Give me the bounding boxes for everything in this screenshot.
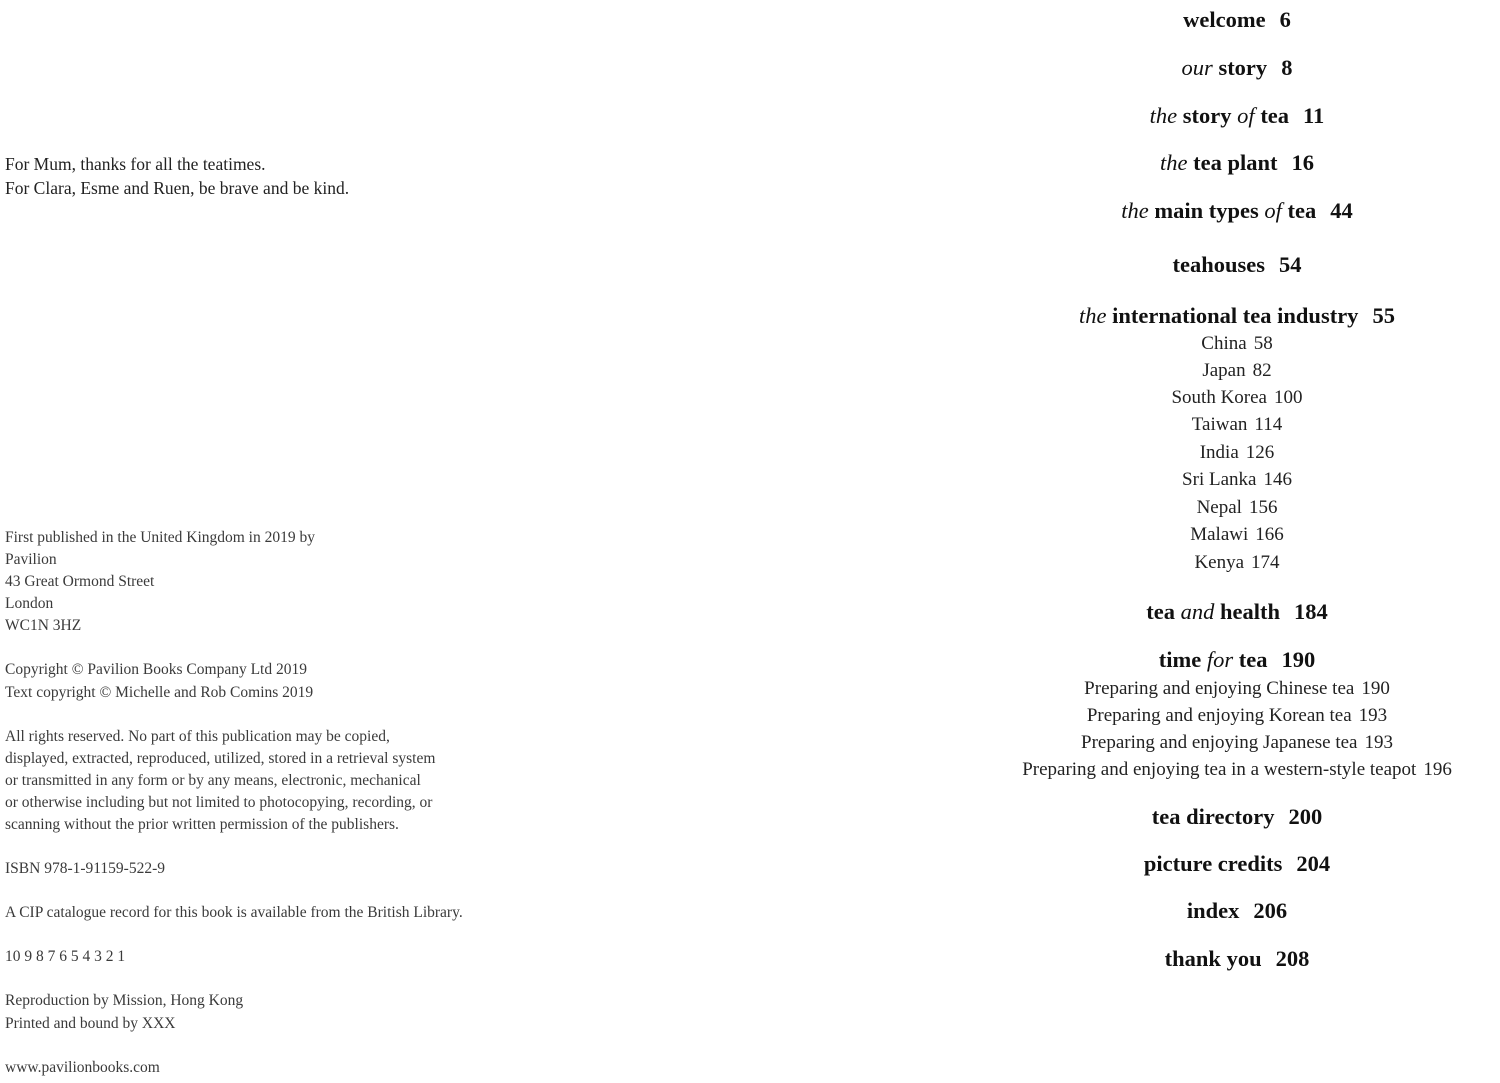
toc-heading-directory	[975, 802, 1499, 832]
toc-heading-teahouses	[975, 250, 1499, 280]
toc-heading-thanks	[975, 944, 1499, 974]
toc-subentry	[975, 495, 1499, 521]
toc-page-number: 208	[1275, 946, 1310, 971]
toc-page-number: 54	[1279, 252, 1302, 277]
toc-subentry	[975, 385, 1499, 411]
toc-page-number: 204	[1296, 851, 1331, 876]
toc-page-number: 100	[1274, 387, 1303, 408]
toc-subentry-label: Kenya	[1194, 552, 1245, 573]
publisher-line: First published in the United Kingdom in 2019 by	[5, 529, 315, 546]
toc-page-number: 184	[1294, 599, 1328, 624]
rights-line: or otherwise including but not limited to photocopying, recording, or	[5, 793, 433, 811]
toc-page-number: 16	[1291, 150, 1314, 175]
toc-subentry-label: China	[1201, 333, 1247, 354]
isbn: ISBN 978-1-91159-522-9	[5, 860, 166, 878]
toc-page-number: 206	[1253, 898, 1288, 923]
toc-heading-our-story	[975, 53, 1499, 83]
toc-subentry-label: India	[1199, 442, 1239, 463]
toc-page-number: 166	[1255, 524, 1284, 545]
toc-heading-text: the	[1079, 303, 1107, 328]
toc-subentry-label: Preparing and enjoying Korean tea	[1086, 705, 1352, 726]
toc-heading-text: of	[1237, 103, 1255, 128]
copyright-line: Copyright © Pavilion Books Company Ltd 2019	[5, 661, 307, 679]
toc-page-number: 146	[1263, 469, 1292, 490]
toc-page-number: 190	[1361, 678, 1390, 699]
toc-heading-industry	[975, 301, 1499, 331]
toc-subentry	[975, 522, 1499, 548]
toc-subentry-label: Sri Lanka	[1182, 469, 1257, 490]
toc-heading-text: the	[1121, 198, 1149, 223]
toc-subentry-label: Preparing and enjoying Japanese tea	[1081, 732, 1358, 753]
production-line: Printed and bound by XXX	[5, 1014, 176, 1032]
toc-heading-text: story	[1212, 55, 1268, 80]
toc-heading-text: and	[1180, 599, 1215, 624]
toc-heading-tea-plant	[975, 148, 1499, 178]
rights-line: or transmitted in any form or by any means, electronic, mechanical	[5, 771, 421, 789]
toc-page-number: 8	[1281, 55, 1293, 80]
toc-page-number: 196	[1423, 759, 1452, 780]
toc-page-number: 82	[1252, 360, 1272, 381]
toc-page-number: 190	[1281, 647, 1316, 672]
toc-subentry	[975, 703, 1499, 729]
toc-heading-text: tea	[1233, 647, 1268, 672]
toc-heading-text: picture credits	[1143, 851, 1283, 876]
toc-page-number: 174	[1251, 552, 1280, 573]
toc-heading-text: the	[1160, 150, 1188, 175]
toc-page-number: 44	[1330, 198, 1353, 223]
toc-subentry	[975, 331, 1499, 357]
toc-heading-time-for-tea	[975, 645, 1499, 675]
toc-subentry-label: Preparing and enjoying tea in a western-style teapot	[1022, 759, 1417, 780]
toc-page-number: 114	[1254, 414, 1283, 435]
toc-heading-text: welcome	[1183, 7, 1266, 32]
toc-heading-text: index	[1186, 898, 1240, 923]
toc-heading-text: international tea industry	[1106, 303, 1359, 328]
dedication	[5, 152, 349, 200]
toc-page-number: 193	[1364, 732, 1393, 753]
printing-line: 10 9 8 7 6 5 4 3 2 1	[5, 948, 126, 966]
production-line: Reproduction by Mission, Hong Kong	[5, 992, 244, 1010]
toc-page-number: 126	[1245, 442, 1275, 463]
publisher-line: WC1N 3HZ	[5, 617, 82, 635]
toc-subentry-label: Preparing and enjoying Chinese tea	[1084, 678, 1355, 699]
toc-subentry	[975, 412, 1499, 438]
publisher-line: Pavilion	[5, 551, 57, 569]
toc-heading-health	[975, 597, 1499, 627]
toc-subentry	[975, 757, 1499, 783]
toc-heading-text: tea	[1254, 103, 1290, 128]
toc-heading-text: our	[1181, 55, 1213, 80]
toc-heading-text: for	[1206, 647, 1234, 672]
rights-line: All rights reserved. No part of this publication may be copied,	[5, 727, 390, 745]
toc-subentry-label: Nepal	[1196, 497, 1242, 518]
cip-notice: A CIP catalogue record for this book is available from the British Library.	[5, 904, 463, 922]
toc-heading-text: thank you	[1164, 946, 1262, 971]
toc-subentry-label: South Korea	[1171, 387, 1267, 408]
toc-heading-main-types	[975, 196, 1499, 226]
toc-heading-text: tea plant	[1187, 150, 1278, 175]
toc-page-number: 11	[1303, 103, 1325, 128]
toc-subentry-label: Japan	[1202, 360, 1246, 381]
publisher-line: 43 Great Ormond Street	[5, 573, 155, 591]
toc-heading-text: tea	[1281, 198, 1317, 223]
dedication-line: For Mum, thanks for all the teatimes.	[5, 154, 266, 174]
toc-heading-text: main types	[1148, 198, 1265, 223]
toc-page-number: 156	[1248, 497, 1278, 518]
toc-heading-text: teahouses	[1172, 252, 1265, 277]
toc-subentry	[975, 467, 1499, 493]
copyright-line: Text copyright © Michelle and Rob Comins 2019	[5, 683, 314, 701]
rights-line: scanning without the prior written permission of the publishers.	[5, 816, 399, 834]
toc-heading-welcome	[975, 5, 1499, 35]
rights-line: displayed, extracted, reproduced, utilized, stored in a retrieval system	[5, 749, 436, 767]
toc-subentry	[975, 440, 1499, 466]
toc-page-number: 58	[1253, 333, 1273, 354]
dedication-line: For Clara, Esme and Ruen, be brave and be kind.	[5, 178, 350, 198]
toc-subentry	[975, 676, 1499, 702]
toc-page-number: 55	[1372, 303, 1395, 328]
toc-subentry-label: Malawi	[1190, 524, 1249, 545]
imprint	[5, 527, 463, 1079]
toc-subentry-label: Taiwan	[1191, 414, 1248, 435]
toc-heading-story-of-tea	[975, 101, 1499, 131]
toc-heading-index	[975, 896, 1499, 926]
toc-heading-text: time	[1158, 647, 1207, 672]
toc-page-number: 6	[1279, 7, 1291, 32]
toc-subentry	[975, 730, 1499, 756]
toc-page-number: 200	[1288, 804, 1323, 829]
toc-heading-text: story	[1177, 103, 1238, 128]
toc-subentry	[975, 358, 1499, 384]
toc-heading-text: of	[1264, 198, 1282, 223]
toc-subentry	[975, 550, 1499, 576]
website: www.pavilionbooks.com	[5, 1058, 160, 1076]
toc-heading-credits	[975, 849, 1499, 879]
toc-heading-text: health	[1214, 599, 1280, 624]
toc-heading-text: tea directory	[1151, 804, 1275, 829]
publisher-line: London	[5, 595, 54, 613]
toc-heading-text: tea	[1146, 599, 1181, 624]
toc-page-number: 193	[1358, 705, 1388, 726]
toc-heading-text: the	[1149, 103, 1178, 128]
